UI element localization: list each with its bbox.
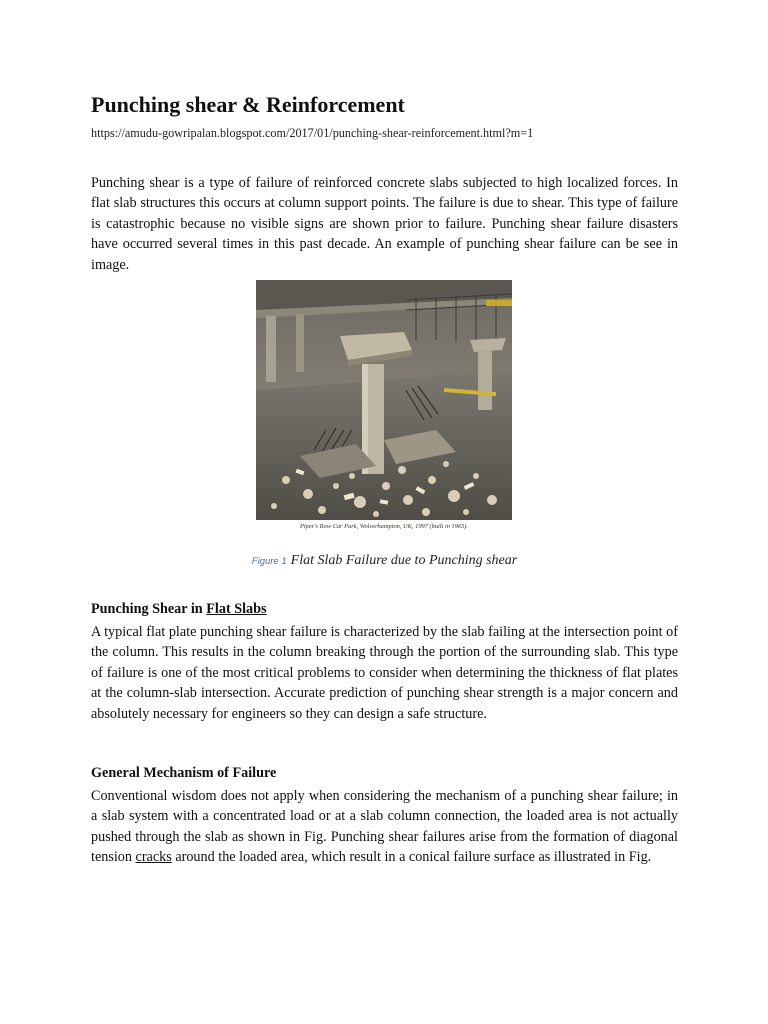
figure-caption-text: Flat Slab Failure due to Punching shear xyxy=(290,553,518,568)
source-url: https://amudu-gowripalan.blogspot.com/2017/01/punching-shear-reinforcement.html?m=1 xyxy=(91,126,534,140)
mechanism-paragraph xyxy=(91,786,678,868)
section-heading-prefix: Punching Shear in xyxy=(91,601,207,617)
collapsed-slab-illustration xyxy=(256,280,512,541)
punching-shear-failure-photo xyxy=(256,280,512,541)
figure-caption xyxy=(91,551,678,569)
mechanism-text-before: Conventional wisdom does not apply when considering the mechanism of a punching shear failure; in a slab system with a concentrated load or at a slab column connection, the loaded area is not actually pushed through the slab as shown in Fig. Punching shear failures arise from the formation of diagonal tension xyxy=(91,788,678,866)
mechanism-text-after: around the loaded area, which result in a conical failure surface as illustrated in Fig. xyxy=(171,849,652,866)
figure-credit: Piper's Row Car Park, Wolverhampton, UK, 1997 (built in 1965). xyxy=(299,523,469,530)
intro-paragraph: Punching shear is a type of failure of reinforced concrete slabs subjected to high localized forces. In flat slab structures this occurs at column support points. The failure is due to shear. This type of failure is catastrophic because no visible signs are shown prior to failure. Punching shear failure disasters have occurred several times in this past decade. An example of punching shear failure can be see in image. xyxy=(91,175,678,273)
document-title: Punching shear & Reinforcement xyxy=(91,92,405,117)
flat-slabs-link[interactable]: Flat Slabs xyxy=(206,601,267,617)
section-heading-mechanism: General Mechanism of Failure xyxy=(91,765,277,781)
section-heading-flat-slabs xyxy=(91,601,267,618)
cracks-link[interactable]: cracks xyxy=(135,849,172,866)
figure-caption-label: Figure 1 xyxy=(251,556,287,567)
flat-slabs-paragraph: A typical flat plate punching shear failure is characterized by the slab failing at the intersection point of the column. This results in the column breaking through the portion of the surrounding slab. This type of failure is one of the most critical problems to consider when determining the thickness of flat plates at the column-slab intersection. Accurate prediction of punching shear strength is a major concern and absolutely necessary for engineers so they can design a safe structure. xyxy=(91,624,678,722)
